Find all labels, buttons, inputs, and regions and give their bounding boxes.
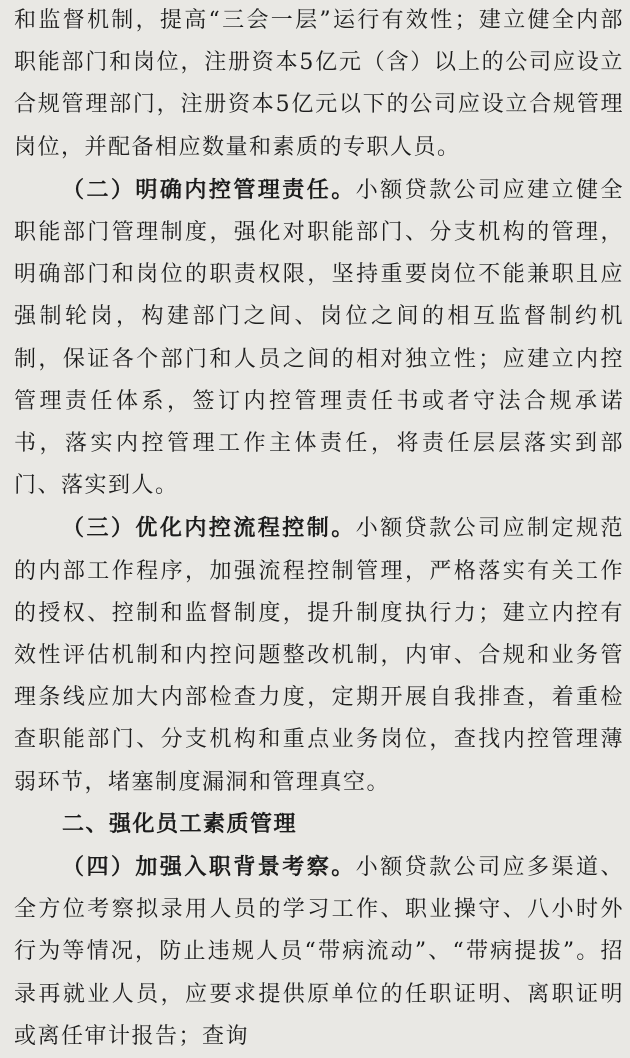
item-2-heading: （二）明确内控管理责任。 [62, 176, 356, 203]
item-3-heading: （三）优化内控流程控制。 [62, 515, 356, 542]
item-4-body: 小额贷款公司应多渠道、全方位考察拟录用人员的学习工作、职业操守、八小时外行为等情况，防止违规人员“带病流动”、“带病提拔”。招录再就业人员，应要求提供原单位的任职证明、离职证明或离任审计报告；查询 [14, 855, 624, 1049]
item-3-body: 小额贷款公司应制定规范的内部工作程序，加强流程控制管理，严格落实有关工作的授权、控制和监督制度，提升制度执行力；建立内控有效性评估机制和内控问题整改机制，内审、合规和业务管理条线应加大内部检查力度，定期开展自我排查，着重检查职能部门、分支机构和重点业务岗位，查找内控管理薄弱环节，堵塞制度漏洞和管理真空。 [14, 516, 624, 795]
section-2-heading: 二、强化员工素质管理 [62, 811, 298, 837]
paragraph-item-4 [14, 846, 624, 1058]
item-2-body: 小额贷款公司应建立健全职能部门管理制度，强化对职能部门、分支机构的管理，明确部门和岗位的职责权限，坚持重要岗位不能兼职且应强制轮岗，构建部门之间、岗位之间的相互监督制约机制，保证各个部门和人员之间的相对独立性；应建立内控管理责任体系，签订内控管理责任书或者守法合规承诺书，落实内控管理工作主体责任，将责任层层落实到部门、落实到人。 [14, 177, 624, 499]
paragraph-item-3 [14, 507, 624, 803]
continuation-paragraph: 和监督机制，提高“三会一层”运行有效性；建立健全内部职能部门和岗位，注册资本5亿元（含）以上的公司应设立合规管理部门，注册资本5亿元以下的公司应设立合规管理岗位，并配备相应数量和素质的专职人员。 [14, 8, 624, 160]
item-4-heading: （四）加强入职背景考察。 [62, 854, 356, 881]
paragraph-item-2 [14, 169, 624, 508]
